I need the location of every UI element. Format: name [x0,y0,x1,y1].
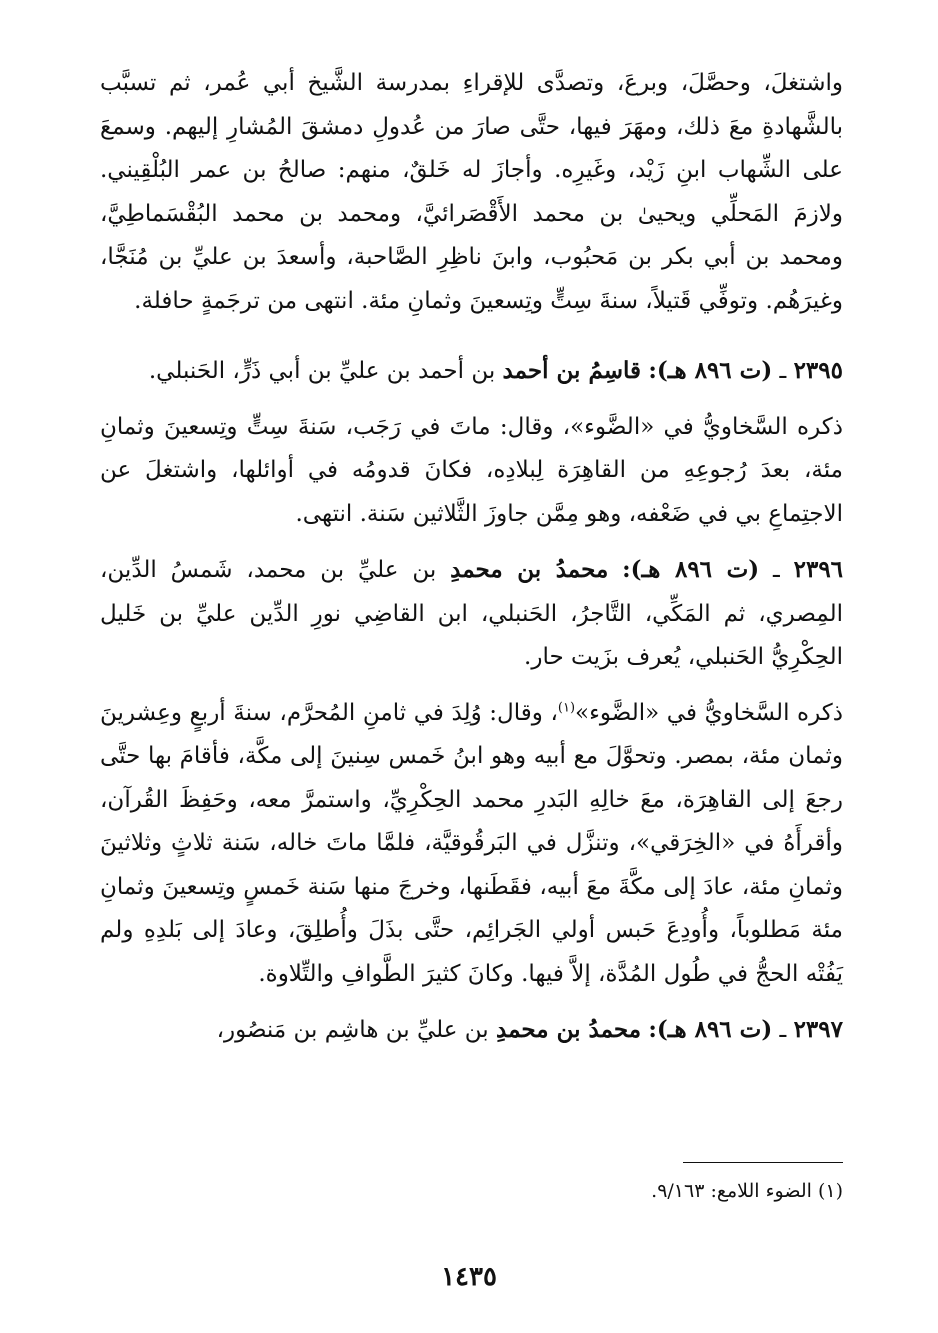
entry-lineage: بن عليِّ بن هاشِم بن مَنصُور، [216,1017,489,1043]
paragraph-continuation: واشتغلَ، وحصَّلَ، وبرعَ، وتصدَّى للإقراءِ بمدرسة الشَّيخ أبي عُمر، ثم تسبَّب بالشَّهادةِ معَ ذلك، ومهَرَ فيها، حتَّى صارَ من عُدولِ دمشقَ المُشارِ إليهم. وسمعَ على الشِّهاب ابنِ زَيْد، وغَيرِه. وأجازَ له خَلقٌ، منهم: صالحُ بن عمر البُلْقِيني. ولازمَ المَحلِّي ويحيىٰ بن محمد الأَقْصَرائيَّ، ومحمد بن محمد البُقْسَماطِيَّ، ومحمد بن أبي بكر بن مَحبُوب، وابنَ ناظِرِ الصَّاحبة، وأسعدَ بن عليِّ بن مُنَجَّا، وغيرَهُم. وتوفِّي قَتيلاً، سنةَ سِتٍّ وتِسعينَ وثمانِ مئة. انتهى من ترجَمةٍ حافلة. [100,70,843,314]
entry-lineage: بن أحمد بن عليِّ بن أبي ذَرٍّ، الحَنبلي. [148,358,496,384]
entry-number: ٢٣٩٦ [793,556,844,583]
footnote-reference[interactable]: (١) [557,699,576,715]
footnote-text: الضوء اللامع: ٩/١٦٣. [651,1180,812,1202]
entry-2395-body [100,406,843,537]
entry-2395-heading [100,349,843,394]
entry-number: ٢٣٩٧ [793,1016,843,1043]
entry-lineage: بن عليِّ بن محمد، شَمسُ الدِّين، المِصري، ثم المَكِّي، التَّاجرُ، الحَنبلي، ابن القاضِي نورِ الدِّين عليِّ بن خَليل الحِكْرِيُّ الحَنبلي، يُعرف بزَيت حار. [100,557,843,670]
entry-2396-body [100,692,843,997]
entry-name: محمدُ بن محمدِ [450,556,609,583]
footnote-marker: (١) [817,1180,843,1202]
entry-body-text: ذكره السَّخاويُّ في «الضَّوء»، وقال: ماتَ في رَجَب، سَنةَ سِتٍّ وتِسعينَ وثمانِ مئة، بعدَ رُجوعِهِ من القاهِرَة لِبلادِه، فكانَ قدومُه في أوائلها، واشتغلَ عن الاجتِماعِ بي في ضَعْفه، وهو مِمَّن جاوزَ الثَّلاثين سَنة. انتهى. [100,413,843,527]
main-text [100,62,843,1053]
page-number: ١٤٣٥ [441,1262,497,1292]
entry-name: محمدُ بن محمدِ [496,1016,642,1043]
entry-dash: ـ [779,1017,787,1043]
entry-body-text-cont: ، وقال: وُلِدَ في ثامنِ المُحرَّم، سنةَ أربعٍ وعِشرينَ وثمان مئة، بمصر. وتحوَّلَ مع أبيه وهو ابنُ خَمس سِنينَ إلى مكَّة، فأقامَ بها حتَّى رجعَ إلى القاهِرَة، معَ خالِهِ البَدرِ محمد الحِكْرِيِّ، واستمرَّ معه، وحَفِظَ القُرآن، وأقرأَهُ في «الخِرَقي»، وتنزَّل في البَرقُوقيَّة، فلمَّا ماتَ خاله، سَنة ثلاثٍ وثلاثينَ وثمانِ مئة، عادَ إلى مكَّةَ معَ أبيه، فقَطَنها، وخرجَ منها سَنة خَمسٍ وتِسعينَ وثمانِ مئة مَطلوباً، وأُودِعَ حَبس أولي الجَرائِم، حتَّى بذَلَ وأُطلِقَ، وعادَ إلى بَلدِهِ ولم يَفُتْه الحجُّ في طُول المُدَّة، إلاَّ فيها. وكانَ كثيرَ الطَّوافِ والتِّلاوة. [100,699,843,987]
entry-date: (ت ٨٩٦ هـ): [622,556,760,583]
footnote-divider [683,1162,843,1163]
footnote [100,1176,843,1206]
entry-body-text: ذكره السَّخاويُّ في «الضَّوء» [575,699,843,726]
entry-2396-heading [100,548,843,680]
entry-date: (ت ٨٩٦ هـ): [648,1016,773,1043]
entry-number: ٢٣٩٥ [793,357,843,384]
entry-2397-heading [100,1008,843,1053]
entry-date: (ت ٨٩٦ هـ): [648,357,773,384]
entry-dash: ـ [779,358,787,384]
entry-name: قاسِمُ بن أحمد [502,357,642,384]
entry-dash: ـ [773,557,780,583]
